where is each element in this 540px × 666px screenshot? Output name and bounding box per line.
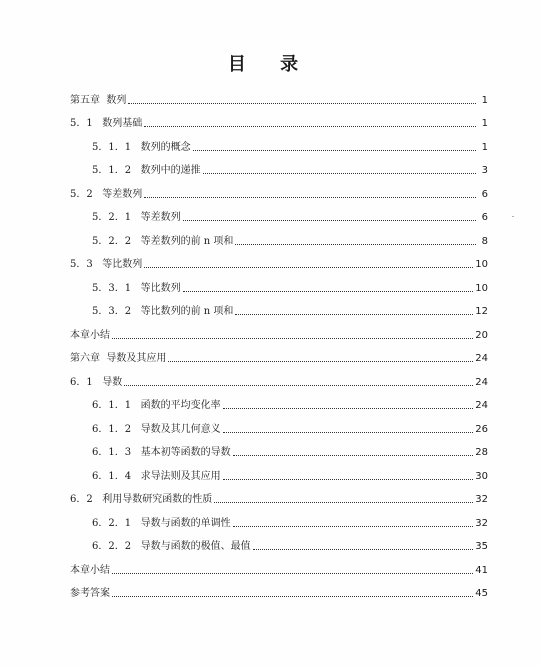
toc-entry-page-number: 3 (481, 165, 488, 176)
toc-entry-chapter-6[interactable] (70, 342, 488, 366)
dot-leader (144, 266, 473, 268)
toc-entry-section-5-1[interactable] (70, 107, 488, 131)
toc-entry-section-6-2[interactable] (70, 483, 488, 507)
dot-leader (203, 172, 476, 174)
toc-entry-label: 5．1 数列基础 (70, 118, 143, 129)
dot-leader (235, 243, 476, 245)
toc-entry-section-6-2-2[interactable] (70, 530, 488, 554)
toc-entry-section-5-3-1[interactable] (70, 271, 488, 295)
toc-entry-chapter-5-summary[interactable] (70, 318, 488, 342)
toc-entry-page-number: 28 (475, 447, 488, 458)
toc-entry-label: 本章小结 (70, 564, 110, 576)
toc-entry-page-number: 10 (475, 259, 488, 270)
toc-entry-section-5-2[interactable] (70, 177, 488, 201)
toc-entry-section-5-3[interactable] (70, 248, 488, 272)
dot-leader (223, 478, 474, 480)
toc-entry-label: 6．1．1 函数的平均变化率 (92, 400, 221, 411)
toc-entry-page-number: 41 (475, 564, 488, 576)
toc-entry-label: 6．2 利用导数研究函数的性质 (70, 494, 213, 505)
toc-entry-page-number: 12 (475, 306, 488, 317)
toc-entry-section-6-2-1[interactable] (70, 506, 488, 530)
toc-entry-label: 6．1．2 导数及其几何意义 (92, 423, 221, 435)
toc-entry-label: 参考答案 (70, 588, 110, 599)
toc-entry-page-number: 8 (481, 235, 488, 247)
dot-leader (233, 454, 474, 456)
toc-entry-page-number: 20 (475, 329, 488, 341)
toc-entry-label: 6．1．3 基本初等函数的导数 (92, 447, 231, 458)
dot-leader (253, 548, 474, 550)
toc-entry-label: 5．3．1 等比数列 (92, 282, 181, 294)
toc-entry-chapter-6-summary[interactable] (70, 553, 488, 577)
toc-entry-section-6-1-1[interactable] (70, 389, 488, 413)
toc-entry-label: 第五章 数列 (70, 94, 127, 106)
dot-leader (183, 290, 474, 292)
toc-entry-page-number: 32 (475, 494, 488, 505)
dot-leader (112, 595, 473, 597)
toc-entry-section-5-2-2[interactable] (70, 224, 488, 248)
dot-leader (124, 384, 473, 386)
toc-entry-section-5-3-2[interactable] (70, 295, 488, 319)
page-title: 目 录 (227, 54, 313, 75)
toc-entry-chapter-5[interactable] (70, 83, 488, 107)
toc-entry-label: 5．1．1 数列的概念 (92, 141, 191, 153)
dot-leader (112, 337, 473, 339)
dot-leader (233, 525, 474, 527)
toc-entry-page-number: 24 (475, 376, 488, 388)
toc-entry-page-number: 1 (481, 94, 488, 106)
toc-entry-page-number: 6 (481, 188, 488, 200)
toc-entry-label: 5．2 等差数列 (70, 188, 143, 200)
toc-entry-label: 6．2．2 导数与函数的极值、最值 (92, 541, 251, 552)
toc-entry-label: 5．2．1 等差数列 (92, 212, 181, 223)
toc-entry-label: 6．1．4 求导法则及其应用 (92, 470, 221, 482)
toc-entry-section-6-1-4[interactable] (70, 459, 488, 483)
toc-entry-page-number: 1 (481, 141, 488, 153)
toc-entry-label: 5．3 等比数列 (70, 259, 143, 270)
scan-speck (512, 216, 514, 217)
dot-leader (183, 219, 476, 221)
toc-entry-page-number: 45 (475, 588, 488, 599)
toc-entry-label: 本章小结 (70, 329, 110, 341)
toc-entry-page-number: 26 (475, 423, 488, 435)
dot-leader (168, 360, 473, 362)
toc-entry-label: 5．2．2 等差数列的前 n 项和 (92, 235, 234, 247)
dot-leader (235, 313, 473, 315)
toc-entry-section-6-1[interactable] (70, 365, 488, 389)
toc-entry-label: 5．1．2 数列中的递推 (92, 165, 201, 176)
dot-leader (193, 149, 476, 151)
toc-entry-label: 6．2．1 导数与函数的单调性 (92, 517, 231, 529)
toc-entry-section-5-1-1[interactable] (70, 130, 488, 154)
toc-entry-section-6-1-3[interactable] (70, 436, 488, 460)
dot-leader (112, 572, 473, 574)
toc-entry-page-number: 6 (481, 212, 488, 223)
dot-leader (128, 102, 476, 104)
dot-leader (214, 501, 473, 503)
toc-entry-page-number: 1 (481, 118, 488, 129)
dot-leader (223, 431, 474, 433)
toc-entry-page-number: 24 (475, 353, 488, 364)
toc-entry-section-6-1-2[interactable] (70, 412, 488, 436)
toc-entry-section-5-2-1[interactable] (70, 201, 488, 225)
toc-entry-page-number: 32 (475, 517, 488, 529)
toc-entry-page-number: 35 (475, 541, 488, 552)
toc-entry-label: 6．1 导数 (70, 376, 123, 388)
dot-leader (223, 407, 474, 409)
dot-leader (144, 125, 476, 127)
toc-entry-section-5-1-2[interactable] (70, 154, 488, 178)
toc-entry-page-number: 10 (475, 282, 488, 294)
toc-entry-page-number: 24 (475, 400, 488, 411)
toc-entry-label: 第六章 导数及其应用 (70, 353, 167, 364)
toc-entry-label: 5．3．2 等比数列的前 n 项和 (92, 306, 234, 317)
toc-entry-answers[interactable] (70, 577, 488, 601)
dot-leader (144, 196, 476, 198)
toc-entry-page-number: 30 (475, 470, 488, 482)
table-of-contents (70, 83, 488, 600)
